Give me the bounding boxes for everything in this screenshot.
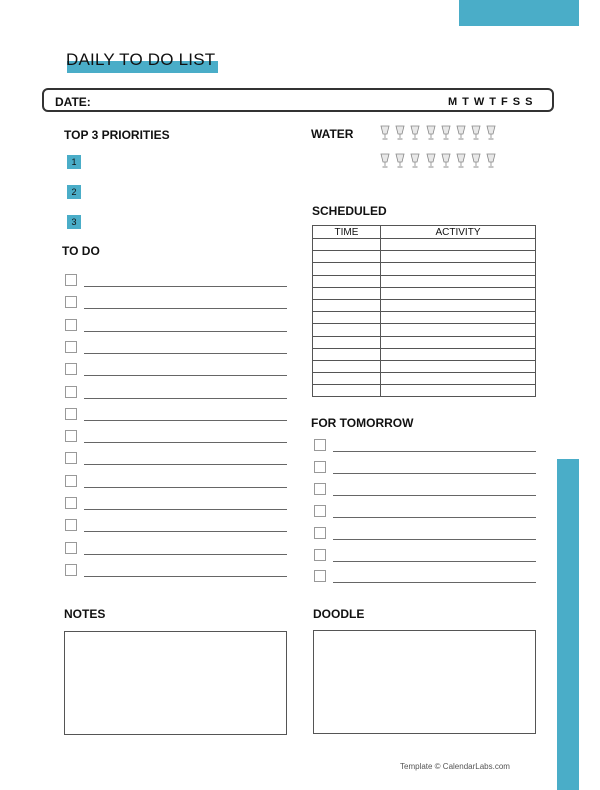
- todo-item-checkbox[interactable]: [65, 296, 77, 308]
- todo-item-checkbox[interactable]: [65, 408, 77, 420]
- tomorrow-item-line[interactable]: [333, 539, 536, 540]
- todo-item-line[interactable]: [84, 464, 287, 465]
- priority-number-1: 1: [67, 155, 81, 169]
- day-f[interactable]: F: [501, 96, 508, 108]
- schedule-row: [313, 299, 536, 311]
- activity-cell[interactable]: [381, 263, 536, 275]
- todo-heading: TO DO: [62, 244, 100, 258]
- water-glass-icon[interactable]: [486, 125, 496, 141]
- activity-cell[interactable]: [381, 373, 536, 385]
- activity-cell[interactable]: [381, 385, 536, 397]
- priorities-heading: TOP 3 PRIORITIES: [64, 128, 170, 142]
- schedule-row: [313, 385, 536, 397]
- water-glass-icon[interactable]: [380, 153, 390, 169]
- day-w[interactable]: W: [473, 96, 485, 108]
- weekday-selector: [448, 96, 532, 108]
- doodle-box[interactable]: [313, 630, 536, 734]
- todo-item-checkbox[interactable]: [65, 475, 77, 487]
- todo-item-checkbox[interactable]: [65, 341, 77, 353]
- tomorrow-heading: FOR TOMORROW: [311, 416, 414, 430]
- day-s2[interactable]: S: [525, 96, 533, 108]
- activity-cell[interactable]: [381, 275, 536, 287]
- todo-item-checkbox[interactable]: [65, 363, 77, 375]
- side-accent-bar: [557, 459, 579, 790]
- notes-box[interactable]: [64, 631, 287, 735]
- priority-number-3: 3: [67, 215, 81, 229]
- water-glass-icon[interactable]: [456, 125, 466, 141]
- tomorrow-item-line[interactable]: [333, 495, 536, 496]
- schedule-row: [313, 239, 536, 251]
- tomorrow-item-checkbox[interactable]: [314, 505, 326, 517]
- schedule-row: [313, 263, 536, 275]
- tomorrow-item-checkbox[interactable]: [314, 439, 326, 451]
- time-cell[interactable]: [313, 263, 381, 275]
- schedule-row: [313, 360, 536, 372]
- water-glass-icon[interactable]: [471, 153, 481, 169]
- water-glass-icon[interactable]: [410, 153, 420, 169]
- water-glass-icon[interactable]: [441, 153, 451, 169]
- todo-item-line[interactable]: [84, 509, 287, 510]
- activity-cell[interactable]: [381, 299, 536, 311]
- activity-cell[interactable]: [381, 336, 536, 348]
- water-heading: WATER: [311, 127, 354, 141]
- todo-item-line[interactable]: [84, 286, 287, 287]
- date-label: DATE:: [55, 95, 91, 109]
- todo-item-line[interactable]: [84, 331, 287, 332]
- tomorrow-item-line[interactable]: [333, 517, 536, 518]
- time-cell[interactable]: [313, 360, 381, 372]
- activity-cell[interactable]: [381, 348, 536, 360]
- activity-cell[interactable]: [381, 251, 536, 263]
- tomorrow-item-checkbox[interactable]: [314, 483, 326, 495]
- tomorrow-item-checkbox[interactable]: [314, 527, 326, 539]
- tomorrow-item-line[interactable]: [333, 561, 536, 562]
- todo-item-line[interactable]: [84, 398, 287, 399]
- todo-item-line[interactable]: [84, 442, 287, 443]
- todo-item-line[interactable]: [84, 576, 287, 577]
- schedule-row: [313, 373, 536, 385]
- notes-heading: NOTES: [64, 607, 106, 621]
- water-glass-icon[interactable]: [486, 153, 496, 169]
- schedule-row: [313, 287, 536, 299]
- time-cell[interactable]: [313, 324, 381, 336]
- todo-item-checkbox[interactable]: [65, 519, 77, 531]
- page-title: DAILY TO DO LIST: [66, 50, 216, 69]
- tomorrow-item-line[interactable]: [333, 582, 536, 583]
- activity-cell[interactable]: [381, 312, 536, 324]
- activity-cell[interactable]: [381, 360, 536, 372]
- time-cell[interactable]: [313, 385, 381, 397]
- time-cell[interactable]: [313, 348, 381, 360]
- todo-item-line[interactable]: [84, 531, 287, 532]
- todo-item-line[interactable]: [84, 554, 287, 555]
- time-cell[interactable]: [313, 373, 381, 385]
- water-glass-icon[interactable]: [426, 125, 436, 141]
- time-cell[interactable]: [313, 275, 381, 287]
- schedule-row: [313, 324, 536, 336]
- activity-cell[interactable]: [381, 324, 536, 336]
- schedule-row: [313, 336, 536, 348]
- tomorrow-item-checkbox[interactable]: [314, 549, 326, 561]
- todo-item-checkbox[interactable]: [65, 452, 77, 464]
- activity-cell[interactable]: [381, 239, 536, 251]
- water-glass-icon[interactable]: [456, 153, 466, 169]
- activity-cell[interactable]: [381, 287, 536, 299]
- time-cell[interactable]: [313, 239, 381, 251]
- water-glass-icon[interactable]: [471, 125, 481, 141]
- time-column-header: TIME: [313, 226, 381, 239]
- footer-credit: Template © CalendarLabs.com: [400, 762, 510, 771]
- day-s[interactable]: S: [512, 96, 521, 108]
- todo-item-line[interactable]: [84, 420, 287, 421]
- todo-item-line[interactable]: [84, 308, 287, 309]
- water-glass-icon[interactable]: [395, 153, 405, 169]
- todo-item-line[interactable]: [84, 353, 287, 354]
- scheduled-heading: SCHEDULED: [312, 204, 387, 218]
- time-cell[interactable]: [313, 312, 381, 324]
- todo-item-checkbox[interactable]: [65, 564, 77, 576]
- water-glass-icon[interactable]: [395, 125, 405, 141]
- tomorrow-item-line[interactable]: [333, 451, 536, 452]
- tomorrow-item-checkbox[interactable]: [314, 570, 326, 582]
- todo-item-checkbox[interactable]: [65, 319, 77, 331]
- tomorrow-item-checkbox[interactable]: [314, 461, 326, 473]
- todo-item-checkbox[interactable]: [65, 542, 77, 554]
- schedule-table: [312, 225, 536, 397]
- todo-item-line[interactable]: [84, 375, 287, 376]
- water-glass-icon[interactable]: [380, 125, 390, 141]
- todo-item-checkbox[interactable]: [65, 497, 77, 509]
- schedule-row: [313, 275, 536, 287]
- doodle-heading: DOODLE: [313, 607, 365, 621]
- water-glass-icon[interactable]: [426, 153, 436, 169]
- day-t[interactable]: T: [462, 96, 469, 108]
- todo-item-checkbox[interactable]: [65, 430, 77, 442]
- priority-number-2: 2: [67, 185, 81, 199]
- time-cell[interactable]: [313, 336, 381, 348]
- water-glass-icon[interactable]: [410, 125, 420, 141]
- todo-item-line[interactable]: [84, 487, 287, 488]
- tomorrow-item-line[interactable]: [333, 473, 536, 474]
- water-glass-icon[interactable]: [441, 125, 451, 141]
- time-cell[interactable]: [313, 251, 381, 263]
- activity-column-header: ACTIVITY: [381, 226, 536, 239]
- schedule-row: [313, 312, 536, 324]
- schedule-row: [313, 348, 536, 360]
- time-cell[interactable]: [313, 299, 381, 311]
- schedule-row: [313, 251, 536, 263]
- top-accent-bar: [459, 0, 579, 26]
- day-t2[interactable]: T: [489, 96, 497, 108]
- time-cell[interactable]: [313, 287, 381, 299]
- todo-item-checkbox[interactable]: [65, 274, 77, 286]
- todo-item-checkbox[interactable]: [65, 386, 77, 398]
- day-m[interactable]: M: [448, 96, 458, 108]
